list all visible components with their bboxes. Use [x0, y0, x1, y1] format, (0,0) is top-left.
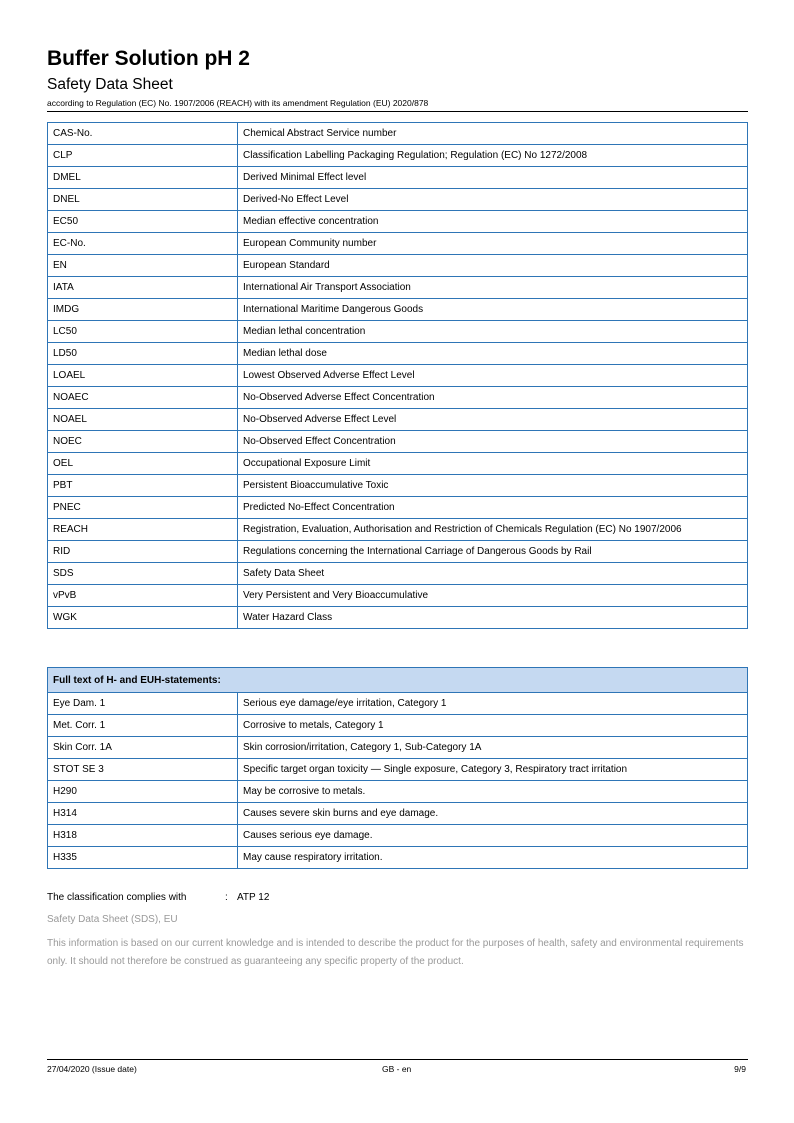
definition-cell: May be corrosive to metals.	[238, 781, 748, 803]
product-title: Buffer Solution pH 2	[47, 47, 250, 70]
term-cell: Skin Corr. 1A	[48, 737, 238, 759]
footer-divider	[47, 1059, 748, 1060]
term-cell: DNEL	[48, 189, 238, 211]
table-row	[48, 255, 748, 277]
classification-line	[47, 892, 269, 903]
term-cell: IATA	[48, 277, 238, 299]
header-divider	[47, 111, 748, 112]
footer-page: 9/9	[734, 1064, 746, 1074]
term-cell: Eye Dam. 1	[48, 693, 238, 715]
table-row	[48, 387, 748, 409]
document-subtitle: Safety Data Sheet	[47, 76, 173, 93]
table-row	[48, 541, 748, 563]
sds-note: Safety Data Sheet (SDS), EU	[47, 914, 178, 925]
definition-cell: Persistent Bioaccumulative Toxic	[238, 475, 748, 497]
table-row	[48, 453, 748, 475]
table-row	[48, 145, 748, 167]
table-row	[48, 781, 748, 803]
classification-separator: :	[225, 892, 228, 903]
term-cell: RID	[48, 541, 238, 563]
definition-cell: Registration, Evaluation, Authorisation and Restriction of Chemicals Regulation (EC) No 1907/2006	[238, 519, 748, 541]
table-row	[48, 167, 748, 189]
term-cell: CLP	[48, 145, 238, 167]
table-row	[48, 365, 748, 387]
table-row	[48, 563, 748, 585]
term-cell: H335	[48, 847, 238, 869]
table-row	[48, 475, 748, 497]
table-row	[48, 299, 748, 321]
term-cell: Met. Corr. 1	[48, 715, 238, 737]
definition-cell: Serious eye damage/eye irritation, Category 1	[238, 693, 748, 715]
definition-cell: Derived Minimal Effect level	[238, 167, 748, 189]
term-cell: LOAEL	[48, 365, 238, 387]
definition-cell: European Standard	[238, 255, 748, 277]
term-cell: PBT	[48, 475, 238, 497]
definition-cell: Skin corrosion/irritation, Category 1, Sub-Category 1A	[238, 737, 748, 759]
definition-cell: Occupational Exposure Limit	[238, 453, 748, 475]
term-cell: IMDG	[48, 299, 238, 321]
definition-cell: No-Observed Effect Concentration	[238, 431, 748, 453]
term-cell: OEL	[48, 453, 238, 475]
definition-cell: Safety Data Sheet	[238, 563, 748, 585]
table-row	[48, 693, 748, 715]
term-cell: vPvB	[48, 585, 238, 607]
footer-date: 27/04/2020 (Issue date)	[47, 1064, 137, 1074]
table-row	[48, 233, 748, 255]
definition-cell: Regulations concerning the International Carriage of Dangerous Goods by Rail	[238, 541, 748, 563]
table-row	[48, 321, 748, 343]
term-cell: NOAEL	[48, 409, 238, 431]
term-cell: H314	[48, 803, 238, 825]
statements-heading: Full text of H- and EUH-statements:	[48, 668, 748, 693]
term-cell: PNEC	[48, 497, 238, 519]
disclaimer: This information is based on our current knowledge and is intended to describe the product for the purposes of health, safety and environmental requirements only. It should not therefore be construed as guaranteeing any specific property of the product.	[47, 938, 744, 967]
term-cell: NOEC	[48, 431, 238, 453]
table-row	[48, 409, 748, 431]
table-row	[48, 519, 748, 541]
term-cell: NOAEC	[48, 387, 238, 409]
definition-cell: Causes severe skin burns and eye damage.	[238, 803, 748, 825]
definition-cell: Derived-No Effect Level	[238, 189, 748, 211]
table-row	[48, 847, 748, 869]
table-row	[48, 759, 748, 781]
definition-cell: Lowest Observed Adverse Effect Level	[238, 365, 748, 387]
term-cell: EC50	[48, 211, 238, 233]
term-cell: LD50	[48, 343, 238, 365]
table-row	[48, 715, 748, 737]
statements-table	[47, 667, 748, 869]
abbreviations-table	[47, 122, 748, 629]
definition-cell: Predicted No-Effect Concentration	[238, 497, 748, 519]
definition-cell: May cause respiratory irritation.	[238, 847, 748, 869]
term-cell: EC-No.	[48, 233, 238, 255]
definition-cell: Classification Labelling Packaging Regulation; Regulation (EC) No 1272/2008	[238, 145, 748, 167]
table-row	[48, 277, 748, 299]
classification-label: The classification complies with	[47, 892, 187, 903]
term-cell: STOT SE 3	[48, 759, 238, 781]
term-cell: H318	[48, 825, 238, 847]
definition-cell: No-Observed Adverse Effect Level	[238, 409, 748, 431]
table-row	[48, 607, 748, 629]
definition-cell: Median effective concentration	[238, 211, 748, 233]
definition-cell: Median lethal concentration	[238, 321, 748, 343]
definition-cell: Specific target organ toxicity — Single exposure, Category 3, Respiratory tract irritation	[238, 759, 748, 781]
term-cell: LC50	[48, 321, 238, 343]
definition-cell: Water Hazard Class	[238, 607, 748, 629]
term-cell: REACH	[48, 519, 238, 541]
term-cell: SDS	[48, 563, 238, 585]
table-row	[48, 123, 748, 145]
footer-locale: GB - en	[382, 1064, 412, 1074]
table-row	[48, 497, 748, 519]
definition-cell: Causes serious eye damage.	[238, 825, 748, 847]
table-row	[48, 585, 748, 607]
classification-value: ATP 12	[237, 892, 270, 903]
definition-cell: Chemical Abstract Service number	[238, 123, 748, 145]
table-row	[48, 431, 748, 453]
table-row	[48, 803, 748, 825]
regulation-note: according to Regulation (EC) No. 1907/2006 (REACH) with its amendment Regulation (EU) 2020/878	[47, 98, 429, 108]
table-row	[48, 211, 748, 233]
definition-cell: International Maritime Dangerous Goods	[238, 299, 748, 321]
term-cell: CAS-No.	[48, 123, 238, 145]
term-cell: DMEL	[48, 167, 238, 189]
term-cell: WGK	[48, 607, 238, 629]
table-row	[48, 343, 748, 365]
table-row	[48, 737, 748, 759]
definition-cell: International Air Transport Association	[238, 277, 748, 299]
definition-cell: Corrosive to metals, Category 1	[238, 715, 748, 737]
term-cell: EN	[48, 255, 238, 277]
definition-cell: Very Persistent and Very Bioaccumulative	[238, 585, 748, 607]
table-row	[48, 189, 748, 211]
definition-cell: Median lethal dose	[238, 343, 748, 365]
term-cell: H290	[48, 781, 238, 803]
table-row	[48, 825, 748, 847]
definition-cell: European Community number	[238, 233, 748, 255]
definition-cell: No-Observed Adverse Effect Concentration	[238, 387, 748, 409]
